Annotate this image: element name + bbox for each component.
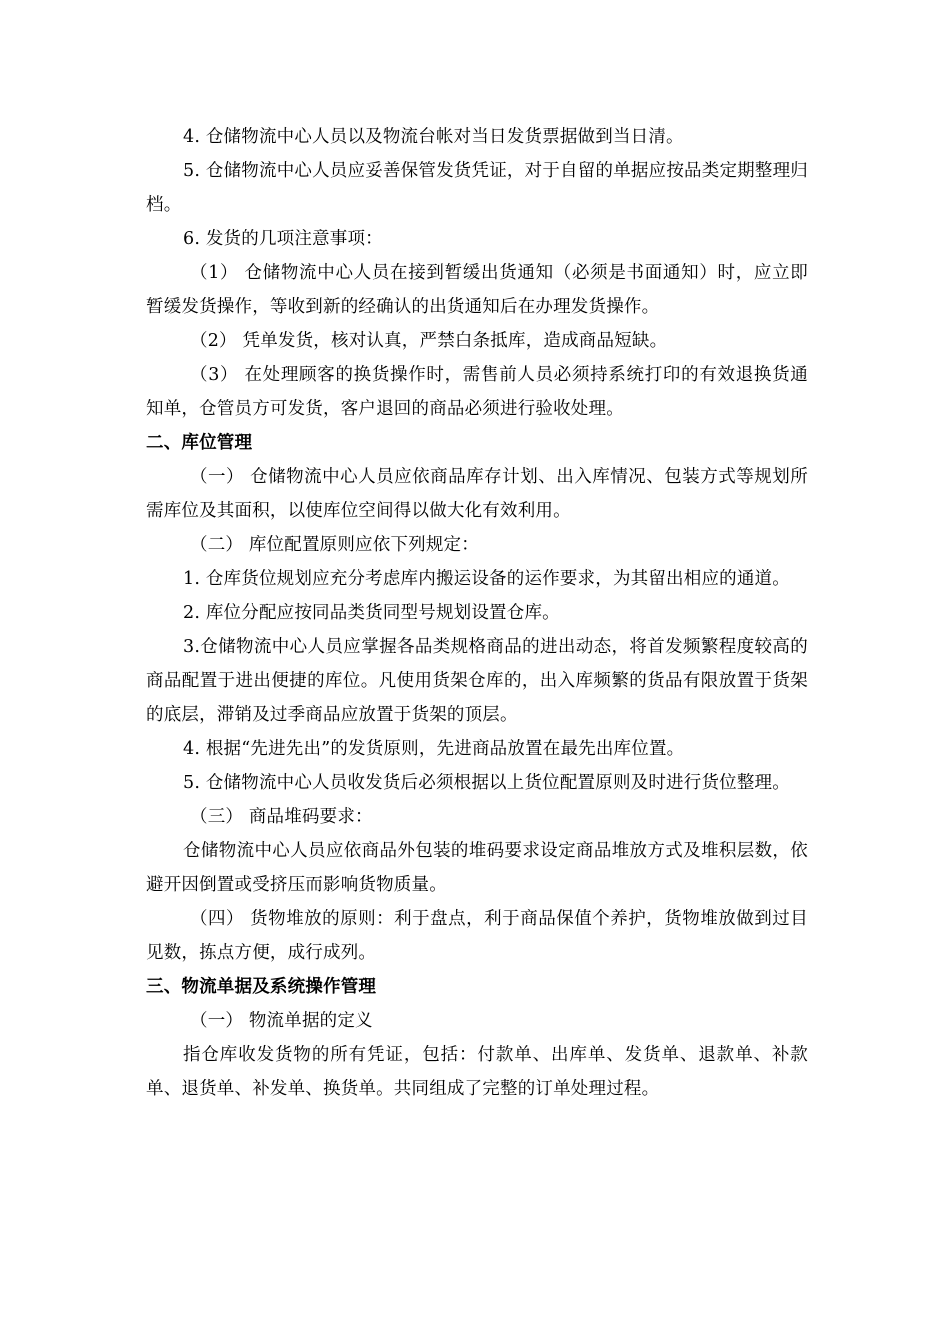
- paragraph: 5. 仓储物流中心人员收发货后必须根据以上货位配置原则及时进行货位整理。: [183, 773, 790, 793]
- paragraph: 3.仓储物流中心人员应掌握各品类规格商品的进出动态，将首发频繁程度较高的商品配置于进出便捷的库位。凡使用货架仓库的，出入库频繁的货品有限放置于货架的底层，滞销及过季商品应放置于货架的顶层。: [146, 637, 808, 725]
- paragraph: （一） 仓储物流中心人员应依商品库存计划、出入库情况、包装方式等规划所需库位及其面积，以使库位空间得以做大化有效利用。: [146, 467, 808, 521]
- paragraph: 6. 发货的几项注意事项：: [183, 229, 383, 249]
- paragraph: 5. 仓储物流中心人员应妥善保管发货凭证，对于自留的单据应按品类定期整理归档。: [146, 161, 808, 215]
- paragraph: （1） 仓储物流中心人员在接到暂缓出货通知（必须是书面通知）时，应立即暂缓发货操作，等收到新的经确认的出货通知后在办理发货操作。: [146, 263, 808, 317]
- section-heading: 二、库位管理: [146, 433, 253, 453]
- paragraph: （2） 凭单发货，核对认真，严禁白条抵库，造成商品短缺。: [190, 331, 668, 351]
- paragraph: （三） 商品堆码要求：: [190, 807, 373, 827]
- document-body: [146, 120, 808, 1106]
- paragraph: （二） 库位配置原则应依下列规定：: [190, 535, 479, 555]
- paragraph: （3） 在处理顾客的换货操作时，需售前人员必须持系统打印的有效退换货通知单，仓管员方可发货，客户退回的商品必须进行验收处理。: [146, 365, 808, 419]
- paragraph: 4. 仓储物流中心人员以及物流台帐对当日发货票据做到当日清。: [183, 127, 684, 147]
- paragraph: （四） 货物堆放的原则：利于盘点，利于商品保值个养护，货物堆放做到过目见数，拣点方便，成行成列。: [146, 909, 808, 963]
- paragraph: （一） 物流单据的定义: [190, 1011, 373, 1031]
- paragraph: 4. 根据“先进先出”的发货原则，先进商品放置在最先出库位置。: [183, 739, 685, 759]
- paragraph: 1. 仓库货位规划应充分考虑库内搬运设备的运作要求，为其留出相应的通道。: [183, 569, 790, 589]
- paragraph: 2. 库位分配应按同品类货同型号规划设置仓库。: [183, 603, 560, 623]
- paragraph: 指仓库收发货物的所有凭证，包括：付款单、出库单、发货单、退款单、补款单、退货单、补发单、换货单。共同组成了完整的订单处理过程。: [146, 1045, 808, 1099]
- section-heading: 三、物流单据及系统操作管理: [146, 977, 377, 997]
- paragraph: 仓储物流中心人员应依商品外包装的堆码要求设定商品堆放方式及堆积层数，依避开因倒置或受挤压而影响货物质量。: [146, 841, 808, 895]
